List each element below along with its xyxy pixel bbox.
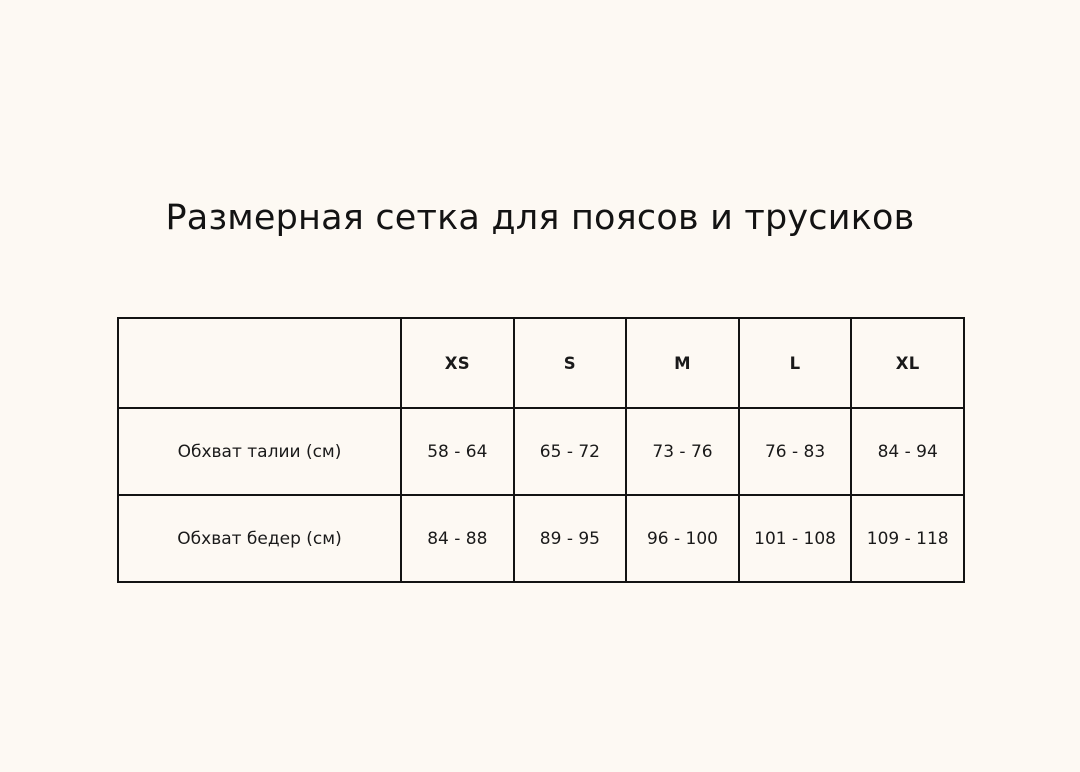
table-corner-cell: [118, 318, 401, 408]
column-header-l: L: [739, 318, 852, 408]
cell-hips-xl: 109 - 118: [851, 495, 964, 582]
column-header-xl: XL: [851, 318, 964, 408]
row-label-waist: Обхват талии (см): [118, 408, 401, 495]
table-row: [118, 408, 964, 495]
cell-waist-m: 73 - 76: [626, 408, 739, 495]
size-table-container: [117, 317, 963, 583]
cell-hips-s: 89 - 95: [514, 495, 627, 582]
size-table-head: [118, 318, 964, 408]
page-title: Размерная сетка для поясов и трусиков: [165, 198, 915, 238]
cell-hips-xs: 84 - 88: [401, 495, 514, 582]
cell-waist-l: 76 - 83: [739, 408, 852, 495]
table-row: [118, 495, 964, 582]
column-header-xs: XS: [401, 318, 514, 408]
cell-waist-s: 65 - 72: [514, 408, 627, 495]
size-table-body: [118, 408, 964, 582]
row-label-hips: Обхват бедер (см): [118, 495, 401, 582]
cell-hips-l: 101 - 108: [739, 495, 852, 582]
cell-waist-xs: 58 - 64: [401, 408, 514, 495]
cell-hips-m: 96 - 100: [626, 495, 739, 582]
table-header-row: [118, 318, 964, 408]
cell-waist-xl: 84 - 94: [851, 408, 964, 495]
column-header-m: M: [626, 318, 739, 408]
column-header-s: S: [514, 318, 627, 408]
size-table: [117, 317, 965, 583]
